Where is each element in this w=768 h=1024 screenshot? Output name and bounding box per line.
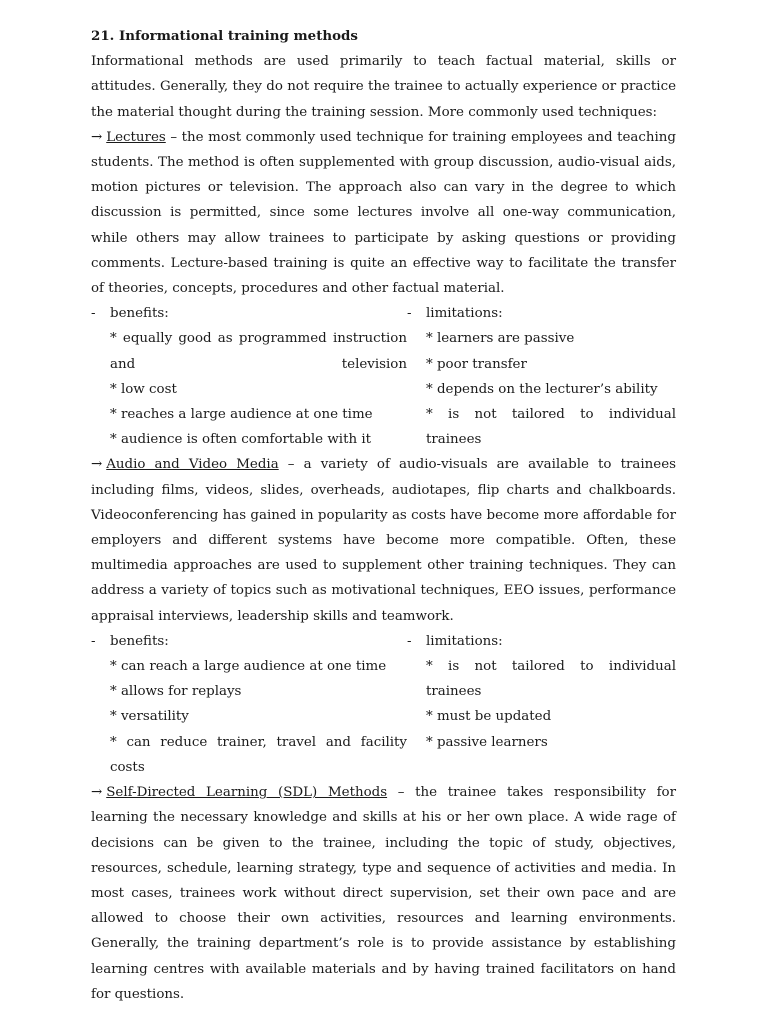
sdl-title: Self-Directed Learning (SDL) Methods — [106, 785, 388, 801]
document-page — [91, 24, 676, 1007]
list-item: * can reach a large audience at one time — [110, 659, 387, 675]
dash-bullet: - — [407, 306, 412, 322]
list-item: * low cost — [110, 381, 177, 397]
limitations-label: limitations: — [426, 633, 503, 649]
arrow-icon: → — [91, 785, 103, 801]
dash-bullet: - — [407, 633, 412, 649]
benefits-label: benefits: — [110, 306, 169, 322]
media-title: Audio and Video Media — [106, 457, 279, 473]
list-item: * audience is often comfortable with it — [110, 432, 372, 448]
arrow-icon: → — [91, 129, 103, 145]
list-item: * can reduce trainer, travel and facility costs — [110, 734, 407, 775]
list-item: * depends on the lecturer’s ability — [426, 381, 658, 397]
section-heading: 21. Informational training methods — [91, 28, 358, 44]
sdl-paragraph — [91, 780, 676, 1007]
dash-bullet: - — [91, 633, 96, 649]
list-item: * reaches a large audience at one time — [110, 407, 373, 423]
list-item: * passive learners — [426, 734, 548, 750]
lectures-title: Lectures — [106, 129, 166, 145]
benefits-label: benefits: — [110, 633, 169, 649]
list-item: * poor transfer — [426, 356, 527, 372]
lectures-text: – the most commonly used technique for training employees and teaching students. The method is often supplemented with group discussion, audio-visual aids, motion pictures or television. The approach also can vary in the degree to which discussion is permitted, since some lectures involve all one-way communication, while others may allow trainees to participate by asking questions or providing comments. Lecture-based training is quite an effective way to facilitate the transfer of theories, concepts, procedures and other factual material. — [91, 129, 676, 297]
list-item: * allows for replays — [110, 684, 242, 700]
media-text: – a variety of audio-visuals are available to trainees including films, videos, slides, overheads, audiotapes, flip charts and chalkboards. Videoconferencing has gained in popularity as costs have become more affordable for employers and different systems have become more compatible. Often, these multimedia approaches are used to supplement other training techniques. They can address a variety of topics such as motivational techniques, EEO issues, performance appraisal interviews, leadership skills and teamwork. — [91, 457, 676, 624]
dash-bullet: - — [91, 306, 96, 322]
lectures-limitations — [407, 301, 676, 452]
lectures-pros-cons — [91, 301, 676, 452]
sdl-text: – the trainee takes responsibility for learning the necessary knowledge and skills at his or her own place. A wide rage of decisions can be given to the trainee, including the topic of study, objectives, resources, schedule, learning strategy, type and sequence of activities and media. In most cases, trainees work without direct supervision, set their own pace and are allowed to choose their own activities, resources and learning environments. Generally, the training department’s role is to provide assistance by establishing learning centres with available materials and by having trained facilitators on hand for questions. — [91, 785, 677, 1002]
list-item: * must be updated — [426, 709, 552, 725]
intro-paragraph: Informational methods are used primarily to teach factual material, skills or attitudes. Generally, they do not require the trainee to actually experience or practice the material thought during the training session. More commonly used techniques: — [91, 54, 676, 120]
list-item: * versatility — [110, 709, 189, 725]
arrow-icon: → — [91, 457, 103, 473]
lectures-benefits — [91, 301, 407, 452]
media-pros-cons — [91, 629, 676, 780]
list-item: * is not tailored to individual trainees — [426, 659, 676, 700]
media-limitations — [407, 629, 676, 780]
media-paragraph — [91, 452, 676, 628]
list-item: * learners are passive — [426, 331, 575, 347]
media-benefits — [91, 629, 407, 780]
limitations-label: limitations: — [426, 306, 503, 322]
list-item: * is not tailored to individual trainees — [426, 407, 676, 448]
lectures-paragraph — [91, 125, 676, 301]
list-item: * equally good as programmed instruction and television — [110, 331, 407, 372]
